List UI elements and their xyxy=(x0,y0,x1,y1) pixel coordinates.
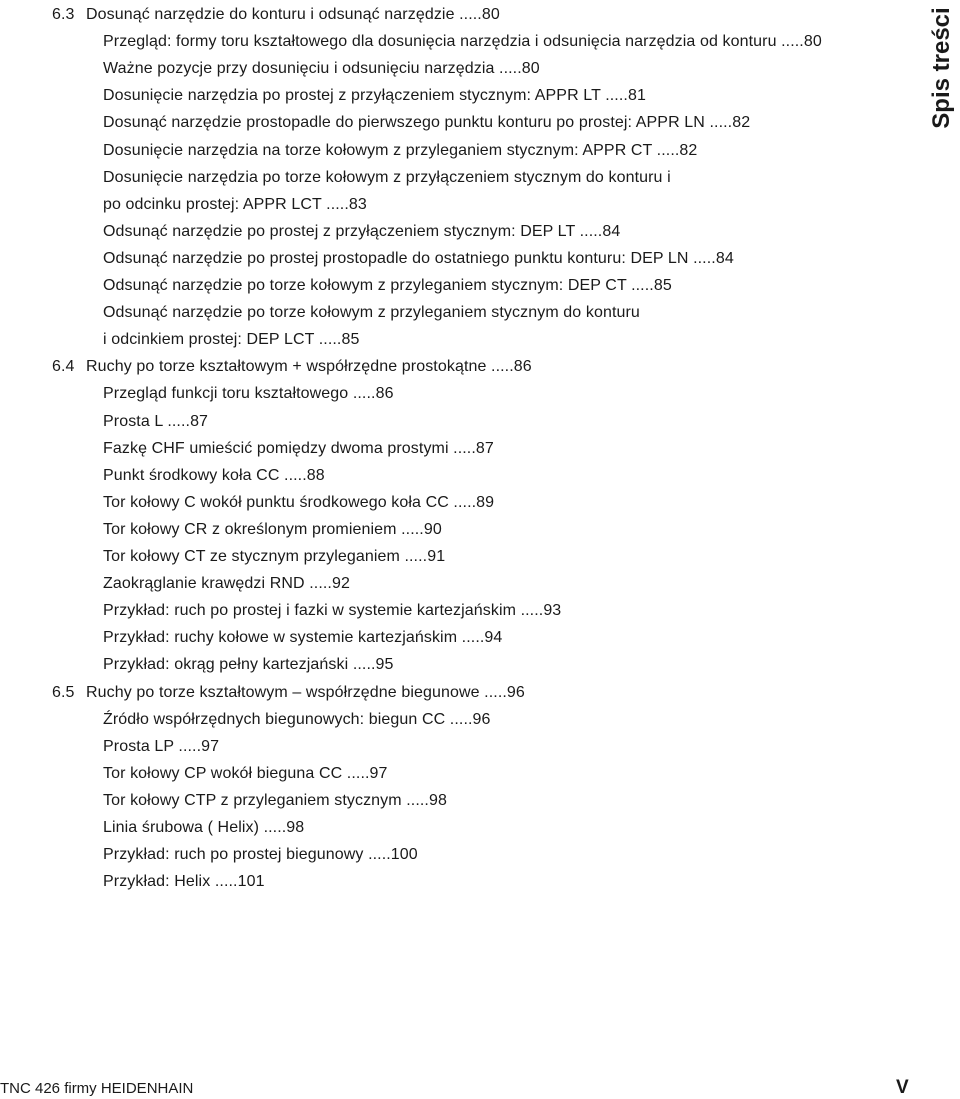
toc-section-number: 6.3 xyxy=(52,6,75,23)
toc-entry xyxy=(103,466,325,486)
toc-entry xyxy=(103,818,304,838)
toc-entry-text: Dosunięcie narzędzia po prostej z przyłączeniem stycznym: APPR LT .....81 xyxy=(103,87,646,105)
toc-entry-text: Tor kołowy C wokół punktu środkowego koła CC .....89 xyxy=(103,493,495,511)
toc-entry-text: Fazkę CHF umieścić pomiędzy dwoma prostymi .....87 xyxy=(103,439,494,457)
toc-entry-text: Tor kołowy CTP z przyleganiem stycznym .....98 xyxy=(103,791,447,809)
toc-entry-text: Prosta L .....87 xyxy=(103,412,209,430)
toc-entry xyxy=(103,791,447,811)
toc-entry xyxy=(103,764,388,784)
toc-entry xyxy=(103,520,442,540)
toc-entry-text: Dosunąć narzędzie do konturu i odsunąć narzędzie .....80 xyxy=(86,6,500,23)
toc-entry xyxy=(103,222,620,242)
toc-entry-text: Dosunięcie narzędzia po torze kołowym z przyłączeniem stycznym do konturu i xyxy=(103,168,671,186)
toc-section xyxy=(52,683,525,703)
toc-entry-text: Przykład: ruch po prostej i fazki w systemie kartezjańskim .....93 xyxy=(103,602,562,620)
toc-entry-text: Przegląd funkcji toru kształtowego .....86 xyxy=(103,385,394,403)
toc-entry-text: Ważne pozycje przy dosunięciu i odsunięciu narzędzia .....80 xyxy=(103,60,540,78)
toc-entry xyxy=(103,601,561,621)
toc-entry xyxy=(103,59,540,79)
toc-entry xyxy=(103,655,394,675)
toc-entry xyxy=(103,141,697,161)
toc-entry xyxy=(103,628,502,648)
toc-entry xyxy=(103,330,359,350)
toc-entry xyxy=(103,249,734,269)
toc-entry-text: Odsunąć narzędzie po prostej prostopadle do ostatniego punktu konturu: DEP LN .....84 xyxy=(103,249,734,267)
toc-entry xyxy=(103,872,265,892)
toc-entry-text: Ruchy po torze kształtowym + współrzędne prostokątne .....86 xyxy=(86,358,532,376)
toc-entry xyxy=(103,303,640,323)
toc-entry-text: Odsunąć narzędzie po torze kołowym z przyleganiem stycznym do konturu xyxy=(103,304,640,322)
toc-entry xyxy=(103,168,671,188)
toc-entry-text: Przykład: ruch po prostej biegunowy .....100 xyxy=(103,846,418,864)
footer-page-number: V xyxy=(896,1077,909,1098)
side-tab-label: Spis treści xyxy=(928,7,955,129)
toc-entry xyxy=(103,276,672,296)
toc-entry-text: Ruchy po torze kształtowym – współrzędne biegunowe .....96 xyxy=(86,683,525,701)
toc-entry-text: Dosunąć narzędzie prostopadle do pierwszego punktu konturu po prostej: APPR LN .....82 xyxy=(103,114,751,132)
toc-entry xyxy=(103,574,350,594)
toc-entry-text: Źródło współrzędnych biegunowych: biegun CC .....96 xyxy=(103,710,491,728)
toc-entry-text: Przykład: Helix .....101 xyxy=(103,873,265,891)
toc-section-number: 6.5 xyxy=(52,683,75,701)
toc-entry xyxy=(103,737,219,757)
toc-section xyxy=(52,5,500,25)
toc-entry-text: Zaokrąglanie krawędzi RND .....92 xyxy=(103,575,350,593)
toc-section-number: 6.4 xyxy=(52,358,75,376)
toc-entry-text: Przegląd: formy toru kształtowego dla dosunięcia narzędzia i odsunięcia narzędzia od konturu .....80 xyxy=(103,33,822,51)
toc-entry xyxy=(103,32,822,52)
toc-entry-text: Przykład: okrąg pełny kartezjański .....95 xyxy=(103,656,394,674)
toc-entry-text: Tor kołowy CR z określonym promieniem .....90 xyxy=(103,520,442,538)
toc-entry-text: Dosunięcie narzędzia na torze kołowym z przyleganiem stycznym: APPR CT .....82 xyxy=(103,141,698,159)
toc-entry xyxy=(103,710,491,730)
toc-entry-text: Punkt środkowy koła CC .....88 xyxy=(103,466,325,484)
toc-entry-text: Tor kołowy CP wokół bieguna CC .....97 xyxy=(103,764,388,782)
toc-entry-text: Odsunąć narzędzie po torze kołowym z przyleganiem stycznym: DEP CT .....85 xyxy=(103,277,672,294)
toc-entry-text: i odcinkiem prostej: DEP LCT .....85 xyxy=(103,331,360,349)
footer-product: TNC 426 firmy HEIDENHAIN xyxy=(0,1080,194,1097)
toc-entry-text: po odcinku prostej: APPR LCT .....83 xyxy=(103,195,367,213)
toc-entry xyxy=(103,547,445,567)
toc-entry xyxy=(103,195,367,215)
toc-entry-text: Odsunąć narzędzie po prostej z przyłączeniem stycznym: DEP LT .....84 xyxy=(103,222,621,240)
toc-entry xyxy=(103,384,394,404)
toc-entry xyxy=(103,412,208,432)
toc-section xyxy=(52,357,532,377)
toc-entry-text: Tor kołowy CT ze stycznym przyleganiem .....91 xyxy=(103,548,446,565)
toc-entry-text: Linia śrubowa ( Helix) .....98 xyxy=(103,819,305,836)
toc-entry xyxy=(103,493,494,513)
toc-entry-text: Prosta LP .....97 xyxy=(103,737,220,755)
side-tab xyxy=(920,0,960,150)
toc-entry xyxy=(103,845,418,865)
toc-entry xyxy=(103,86,646,106)
toc-entry-text: Przykład: ruchy kołowe w systemie kartezjańskim .....94 xyxy=(103,629,503,647)
toc-entry xyxy=(103,439,494,459)
toc-entry xyxy=(103,113,750,133)
